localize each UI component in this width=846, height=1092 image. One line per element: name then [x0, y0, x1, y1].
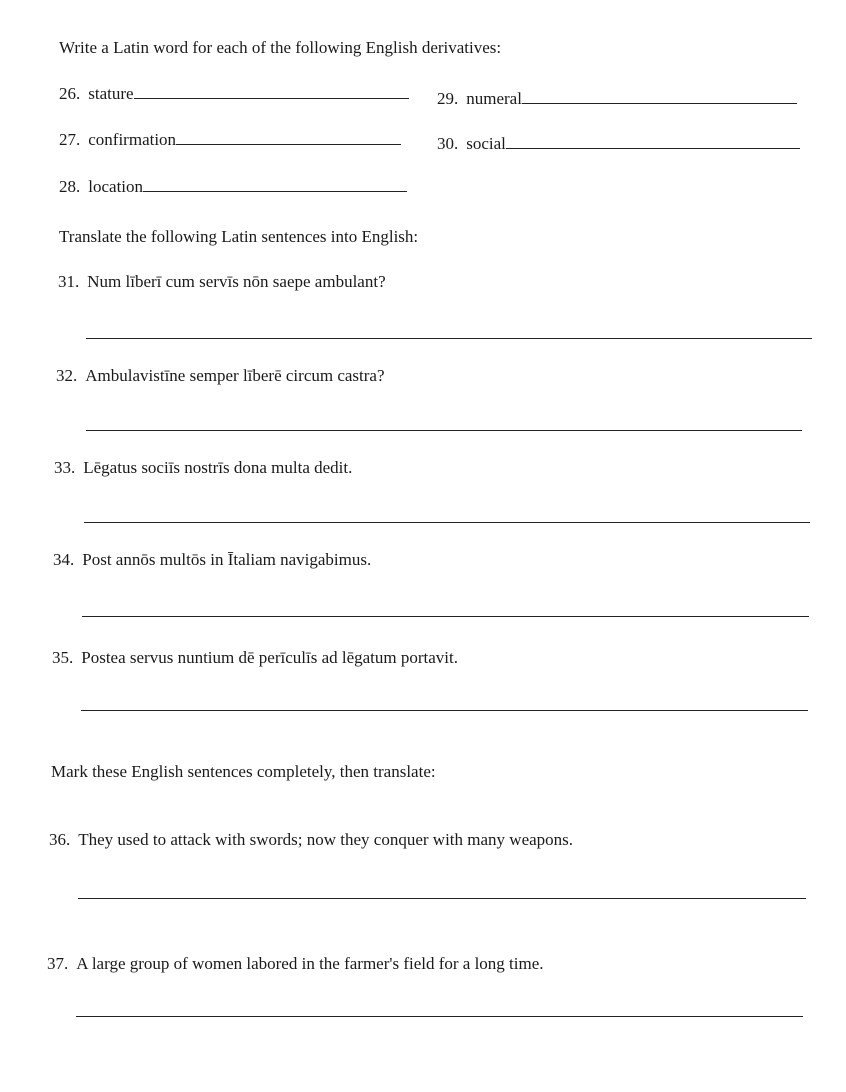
derivatives-instruction: Write a Latin word for each of the following English derivatives: — [59, 38, 502, 57]
item-number: 31. — [58, 272, 80, 291]
english-sentence-36 — [49, 830, 573, 850]
sentence-text: Post annōs multōs in Ītaliam navigabimus. — [82, 550, 372, 569]
latin-sentence-35 — [52, 648, 458, 668]
item-number: 26. — [59, 84, 81, 103]
mark-instruction: Mark these English sentences completely, then translate: — [51, 762, 436, 781]
sentence-text: A large group of women labored in the farmer's field for a long time. — [76, 954, 544, 973]
answer-blank[interactable] — [143, 190, 407, 192]
item-number: 30. — [437, 134, 459, 153]
english-word: location — [88, 177, 144, 196]
answer-line-33[interactable] — [84, 522, 810, 523]
item-number: 28. — [59, 177, 81, 196]
answer-blank[interactable] — [506, 147, 800, 149]
answer-blank[interactable] — [176, 143, 401, 145]
english-word: confirmation — [88, 130, 177, 149]
answer-line-34[interactable] — [82, 616, 809, 617]
item-number: 32. — [56, 366, 78, 385]
answer-blank[interactable] — [522, 102, 797, 104]
derivative-item-28 — [59, 177, 407, 197]
latin-sentence-32 — [56, 366, 385, 386]
english-word: stature — [88, 84, 134, 103]
sentence-text: They used to attack with swords; now they conquer with many weapons. — [78, 830, 574, 849]
item-number: 36. — [49, 830, 71, 849]
english-word: numeral — [466, 89, 522, 108]
answer-line-32[interactable] — [86, 430, 802, 431]
english-word: social — [466, 134, 506, 153]
latin-sentence-33 — [54, 458, 352, 478]
item-number: 34. — [53, 550, 75, 569]
item-number: 35. — [52, 648, 74, 667]
item-number: 27. — [59, 130, 81, 149]
derivative-item-26 — [59, 84, 409, 104]
answer-line-37[interactable] — [76, 1016, 803, 1017]
sentence-text: Postea servus nuntium dē perīculīs ad lēgatum portavit. — [81, 648, 459, 667]
derivative-item-29 — [437, 89, 797, 109]
latin-sentence-34 — [53, 550, 371, 570]
english-sentence-37 — [47, 954, 544, 974]
derivative-item-27 — [59, 130, 401, 150]
derivative-item-30 — [437, 134, 800, 154]
answer-line-31[interactable] — [86, 338, 812, 339]
item-number: 37. — [47, 954, 69, 973]
sentence-text: Lēgatus sociīs nostrīs dona multa dedit. — [83, 458, 353, 477]
translate-instruction: Translate the following Latin sentences into English: — [59, 227, 419, 246]
sentence-text: Ambulavistīne semper līberē circum castra? — [85, 366, 385, 385]
answer-blank[interactable] — [134, 97, 409, 99]
item-number: 33. — [54, 458, 76, 477]
sentence-text: Num līberī cum servīs nōn saepe ambulant? — [87, 272, 386, 291]
latin-sentence-31 — [58, 272, 386, 292]
answer-line-36[interactable] — [78, 898, 806, 899]
answer-line-35[interactable] — [81, 710, 808, 711]
item-number: 29. — [437, 89, 459, 108]
